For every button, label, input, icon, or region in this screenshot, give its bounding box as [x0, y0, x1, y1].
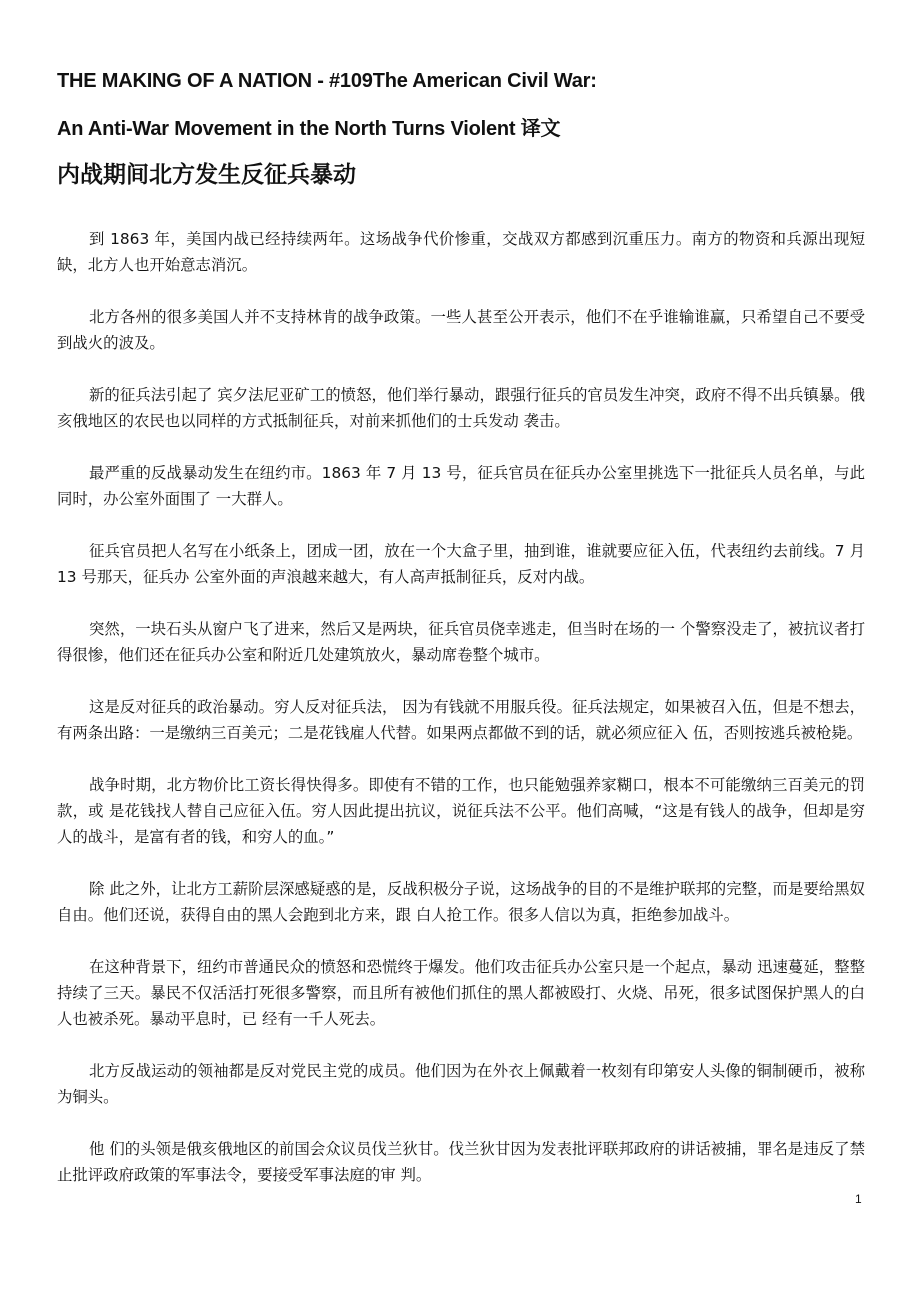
paragraph: 新的征兵法引起了 宾夕法尼亚矿工的愤怒，他们举行暴动，跟强行征兵的官员发生冲突，政府不得不出兵镇暴。俄亥俄地区的农民也以同样的方式抵制征兵，对前来抓他们的士兵发动 袭击。: [57, 386, 865, 430]
paragraph: 征兵官员把人名写在小纸条上，团成一团，放在一个大盒子里，抽到谁，谁就要应征入伍，代表纽约去前线。7 月 13 号那天，征兵办 公室外面的声浪越来越大，有人高声抵制征兵，反对内战。: [57, 542, 865, 586]
paragraph: 北方各州的很多美国人并不支持林肯的战争政策。一些人甚至公开表示，他们不在乎谁输谁赢，只希望自己不要受到战火的波及。: [57, 308, 865, 352]
page-number: 1: [855, 1192, 862, 1206]
paragraph: 突然，一块石头从窗户飞了进来，然后又是两块，征兵官员侥幸逃走，但当时在场的一 个警察没走了，被抗议者打得很惨，他们还在征兵办公室和附近几处建筑放火，暴动席卷整个城市。: [57, 620, 865, 664]
paragraph: 除 此之外，让北方工薪阶层深感疑惑的是，反战积极分子说，这场战争的目的不是维护联邦的完整，而是要给黑奴自由。他们还说，获得自由的黑人会跑到北方来，跟 白人抢工作。很多人信以为真，拒绝参加战斗。: [57, 880, 865, 924]
paragraph: 北方反战运动的领袖都是反对党民主党的成员。他们因为在外衣上佩戴着一枚刻有印第安人头像的铜制硬币，被称为铜头。: [57, 1062, 865, 1106]
paragraph: 最严重的反战暴动发生在纽约市。1863 年 7 月 13 号，征兵官员在征兵办公室里挑选下一批征兵人员名单，与此同时，办公室外面围了 一大群人。: [57, 464, 865, 508]
document-title-line-2: An Anti-War Movement in the North Turns Violent 译文: [57, 118, 561, 140]
chinese-heading: 内战期间北方发生反征兵暴动: [57, 162, 356, 188]
document-title-line-1: THE MAKING OF A NATION - #109The American Civil War:: [57, 70, 597, 92]
paragraph: 到 1863 年，美国内战已经持续两年。这场战争代价惨重，交战双方都感到沉重压力。南方的物资和兵源出现短缺，北方人也开始意志消沉。: [57, 230, 866, 274]
paragraph: 战争时期，北方物价比工资长得快得多。即使有不错的工作，也只能勉强养家糊口，根本不可能缴纳三百美元的罚款，或 是花钱找人替自己应征入伍。穷人因此提出抗议，说征兵法不公平。他们高喊，“这是有钱人的战争，但却是穷人的战斗，是富有者的钱，和穷人的血。”: [57, 776, 865, 846]
article-body: [57, 226, 865, 1214]
paragraph: 这是反对征兵的政治暴动。穷人反对征兵法， 因为有钱就不用服兵役。征兵法规定，如果被召入伍，但是不想去，有两条出路：一是缴纳三百美元；二是花钱雇人代替。如果两点都做不到的话，就必须应征入 伍，否则按逃兵被枪毙。: [57, 698, 865, 742]
paragraph: 他 们的头领是俄亥俄地区的前国会众议员伐兰狄甘。伐兰狄甘因为发表批评联邦政府的讲话被捕，罪名是违反了禁止批评政府政策的军事法令，要接受军事法庭的审 判。: [57, 1140, 865, 1184]
paragraph: 在这种背景下，纽约市普通民众的愤怒和恐慌终于爆发。他们攻击征兵办公室只是一个起点，暴动 迅速蔓延，整整持续了三天。暴民不仅活活打死很多警察，而且所有被他们抓住的黑人都被殴打、火烧、吊死，很多试图保护黑人的白人也被杀死。暴动平息时，已 经有一千人死去。: [57, 958, 865, 1028]
